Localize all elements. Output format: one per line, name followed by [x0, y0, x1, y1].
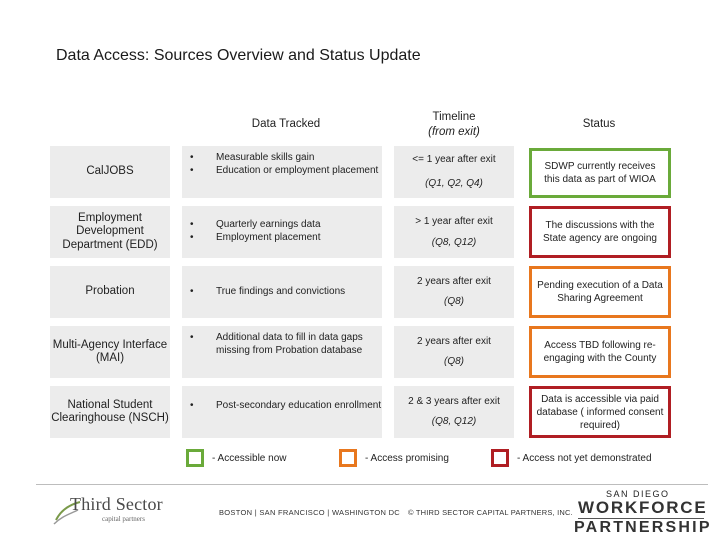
timeline-quarters: (Q1, Q2, Q4) — [425, 178, 483, 189]
header-timeline-label: Timeline — [432, 111, 476, 123]
third-sector-logo-name: Third Sector — [70, 494, 163, 514]
tracked-item: • Education or employment placement — [190, 165, 382, 178]
status-nsch: Data is accessible via paid database ( informed consent required) — [529, 386, 671, 438]
timeline-text: 2 & 3 years after exit — [408, 396, 500, 407]
org-mai: Multi-Agency Interface (MAI) — [50, 326, 170, 378]
timeline-mai — [394, 326, 514, 378]
tracked-item: • Quarterly earnings data — [190, 219, 382, 232]
logo-line-partnership: PARTNERSHIP — [574, 519, 712, 536]
legend-orange-box — [339, 449, 357, 467]
tracked-item: • Additional data to fill in data gaps missing from Probation database — [190, 332, 382, 357]
page-title: Data Access: Sources Overview and Status Update — [56, 47, 421, 64]
workforce-partnership-logo — [574, 489, 712, 536]
header-timeline — [394, 110, 514, 140]
header-data-tracked: Data Tracked — [251, 118, 321, 130]
logo-line-workforce: WORKFORCE — [578, 498, 708, 517]
status-probation: Pending execution of a Data Sharing Agreement — [529, 266, 671, 318]
tracked-item: • True findings and convictions — [190, 286, 382, 299]
timeline-text: > 1 year after exit — [415, 216, 493, 227]
timeline-text: 2 years after exit — [417, 336, 491, 347]
third-sector-logo — [52, 494, 172, 528]
footer-copyright: © THIRD SECTOR CAPITAL PARTNERS, INC. — [408, 508, 573, 517]
timeline-text: <= 1 year after exit — [412, 154, 496, 165]
third-sector-logo-sub: capital partners — [102, 515, 145, 523]
tracked-edd — [182, 206, 382, 258]
org-nsch: National Student Clearinghouse (NSCH) — [50, 386, 170, 438]
tracked-nsch — [182, 386, 382, 438]
legend-label: - Access not yet demonstrated — [517, 452, 652, 464]
legend-not-demonstrated — [491, 448, 652, 468]
legend-label: - Access promising — [365, 452, 449, 464]
tracked-item: • Employment placement — [190, 232, 382, 245]
legend-red-box — [491, 449, 509, 467]
header-status: Status — [582, 118, 616, 130]
tracked-item: • Measurable skills gain — [190, 152, 382, 165]
timeline-text: 2 years after exit — [417, 276, 491, 287]
org-probation: Probation — [50, 266, 170, 318]
timeline-probation — [394, 266, 514, 318]
tracked-probation — [182, 266, 382, 318]
legend-label: - Accessible now — [212, 452, 287, 464]
timeline-nsch — [394, 386, 514, 438]
footer-cities: BOSTON | SAN FRANCISCO | WASHINGTON DC — [219, 508, 401, 517]
timeline-edd — [394, 206, 514, 258]
legend-accessible-now — [186, 448, 286, 468]
timeline-quarters: (Q8, Q12) — [431, 416, 477, 427]
tracked-caljobs — [182, 146, 382, 198]
tracked-mai — [182, 326, 382, 378]
header-timeline-sub: (from exit) — [428, 126, 480, 138]
tracked-item: • Post-secondary education enrollment — [190, 400, 382, 413]
timeline-quarters: (Q8) — [444, 296, 464, 307]
timeline-caljobs — [394, 146, 514, 198]
timeline-quarters: (Q8, Q12) — [431, 237, 477, 248]
status-caljobs: SDWP currently receives this data as part of WIOA — [529, 148, 671, 198]
status-mai: Access TBD following re-engaging with the County — [529, 326, 671, 378]
legend-green-box — [186, 449, 204, 467]
timeline-quarters: (Q8) — [444, 356, 464, 367]
legend-access-promising — [339, 448, 449, 468]
org-caljobs: CalJOBS — [50, 146, 170, 198]
org-edd: Employment Development Department (EDD) — [50, 206, 170, 258]
status-edd: The discussions with the State agency are ongoing — [529, 206, 671, 258]
logo-line-san-diego: SAN DIEGO — [606, 489, 670, 499]
footer-divider — [36, 484, 708, 485]
